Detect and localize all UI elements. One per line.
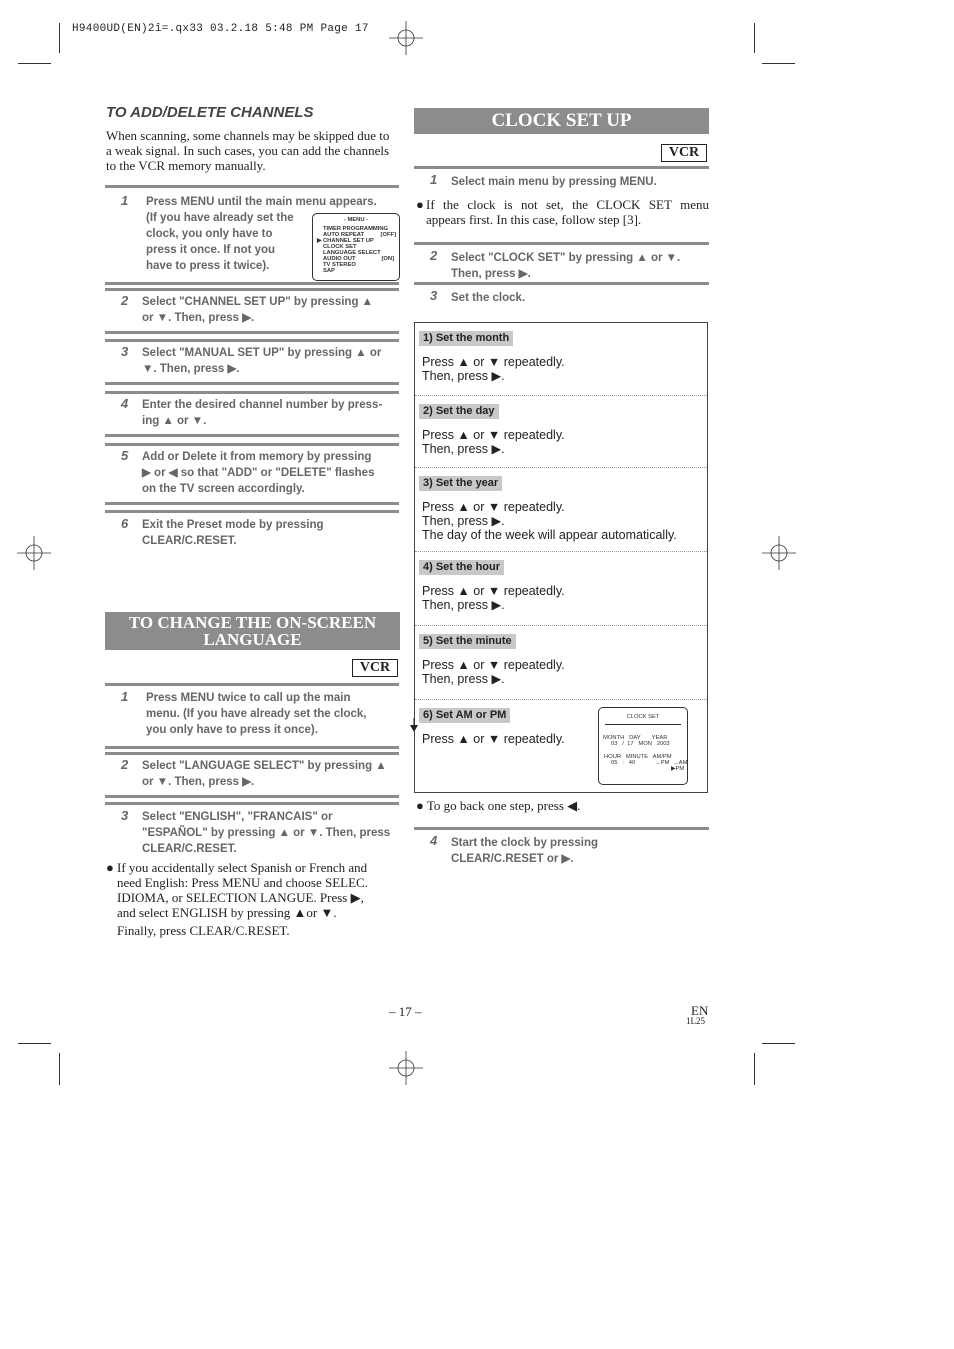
add-delete-title: TO ADD/DELETE CHANNELS	[106, 104, 314, 121]
page-number: – 17 –	[389, 1004, 422, 1019]
menu-cursor-icon: ▶	[317, 238, 322, 244]
registration-mark-icon	[389, 21, 423, 55]
bullet-icon: ●	[416, 197, 424, 212]
language-banner: TO CHANGE THE ON-SCREEN LANGUAGE	[105, 612, 400, 650]
crop-mark	[18, 1043, 51, 1044]
arrow-right-icon: →	[673, 760, 679, 766]
add-delete-step-4: 4 Enter the desired channel number by press- ing ▲ or ▼.	[105, 391, 399, 437]
clock-set-screen: CLOCK SET MONTH DAY YEAR 03 / 17 MON 2003 HOUR MINUTE AM/PM 05 : 40 →PM →AM ▶PM	[598, 707, 688, 785]
crop-mark	[59, 1053, 60, 1085]
clock-set-procedure-box	[414, 322, 708, 793]
pm-option: →PM	[655, 760, 670, 766]
crop-mark	[59, 23, 60, 53]
clock-step-1: 1 Select main menu by pressing MENU.	[414, 166, 709, 194]
add-delete-step-2: 2 Select "CHANNEL SET UP" by pressing ▲ or ▼. Then, press ▶.	[105, 288, 399, 334]
crop-mark	[754, 23, 755, 53]
clock-bullet-note: ● If the clock is not set, the CLOCK SET menu appears first. In this case, follow step [3].	[416, 197, 709, 227]
add-delete-step-6: 6 Exit the Preset mode by pressing CLEAR/C.RESET.	[105, 510, 399, 550]
clock-section-ampm: 6) Set AM or PM Press ▲ or ▼ repeatedly. CLOCK SET MONTH DAY YEAR 03 / 17 MON 2003 HOUR MINUTE AM/PM 05 : 40 →PM →AM ▶PM	[415, 700, 707, 792]
add-delete-step-3: 3 Select "MANUAL SET UP" by pressing ▲ or ▼. Then, press ▶.	[105, 339, 399, 385]
menu-screen: - MENU - TIMER PROGRAMMING AUTO REPEAT CHANNEL SET UP CLOCK SET LANGUAGE SELECT AUDIO OUT TV STEREO SAP ▶ [OFF] [ON]	[312, 213, 400, 281]
language-note: ● If you accidentally select Spanish or French and need English: Press MENU and choose SELEC. IDIOMA, or SELECTION LANGUE. Press ▶, and select ENGLISH by pressing ▲or ▼. Finally, press CLEAR/C.RESET.	[106, 860, 368, 938]
back-step-note: ● To go back one step, press ◀.	[416, 798, 581, 813]
clock-section-day: 2) Set the day Press ▲ or ▼ repeatedly. Then, press ▶.	[415, 396, 707, 468]
crop-mark	[762, 1043, 795, 1044]
add-delete-step-5: 5 Add or Delete it from memory by pressing ▶ or ◀ so that "ADD" or "DELETE" flashes on the TV screen accordingly.	[105, 443, 399, 505]
clock-step-3: 3 Set the clock.	[414, 282, 709, 310]
language-step-3: 3 Select "ENGLISH", "FRANCAIS" or "ESPAÑOL" by pressing ▲ or ▼. Then, press CLEAR/C.RESET.	[105, 802, 399, 858]
print-header: H9400UD(EN)2î=.qx33 03.2.18 5:48 PM Page 17	[72, 23, 369, 35]
clock-section-month: 1) Set the month Press ▲ or ▼ repeatedly. Then, press ▶.	[415, 323, 707, 396]
crop-mark	[762, 63, 795, 64]
add-delete-intro: When scanning, some channels may be skipped due to a weak signal. In such cases, you can add the channels to the VCR memory manually.	[106, 128, 390, 173]
clock-step-4: 4 Start the clock by pressing CLEAR/C.RESET or ▶.	[414, 827, 709, 867]
flow-arrow-down-icon	[410, 718, 418, 732]
language-step-2: 2 Select "LANGUAGE SELECT" by pressing ▲ or ▼. Then, press ▶.	[105, 752, 399, 798]
clock-section-year: 3) Set the year Press ▲ or ▼ repeatedly. Then, press ▶. The day of the week will appear automatically.	[415, 468, 707, 552]
clock-section-hour: 4) Set the hour Press ▲ or ▼ repeatedly. Then, press ▶.	[415, 552, 707, 626]
model-code: 1L25	[686, 1016, 705, 1026]
registration-mark-icon	[389, 1051, 423, 1085]
vcr-badge: VCR	[661, 144, 707, 162]
registration-mark-icon	[17, 536, 51, 570]
bullet-icon: ●	[106, 860, 114, 875]
am-option: →AM	[673, 760, 688, 766]
crop-mark	[754, 1053, 755, 1085]
play-icon: ▶	[671, 766, 676, 772]
clock-setup-banner: CLOCK SET UP	[414, 108, 709, 134]
language-step-1: 1 Press MENU twice to call up the main menu. (If you have already set the clock, you only have to press it once).	[105, 683, 399, 749]
crop-mark	[18, 63, 51, 64]
add-delete-step-1: 1 Press MENU until the main menu appears. (If you have already set the clock, you only have to press it once. If not you have to press it twice). - MENU - TIMER PROGRAMMING AUTO REPEAT CHANNEL SET UP CLOCK SET LANGUAGE SELECT AUDIO OUT TV STEREO SAP ▶ [OFF] [ON]	[105, 185, 399, 285]
bullet-icon: ●	[416, 798, 424, 813]
clock-section-minute: 5) Set the minute Press ▲ or ▼ repeatedly. Then, press ▶.	[415, 626, 707, 700]
language-code: EN	[691, 1003, 709, 1018]
arrow-right-icon: →	[655, 760, 661, 766]
registration-mark-icon	[762, 536, 796, 570]
clock-step-2: 2 Select "CLOCK SET" by pressing ▲ or ▼. Then, press ▶.	[414, 242, 709, 286]
pm-option: ▶PM	[671, 766, 685, 772]
vcr-badge: VCR	[352, 659, 398, 677]
